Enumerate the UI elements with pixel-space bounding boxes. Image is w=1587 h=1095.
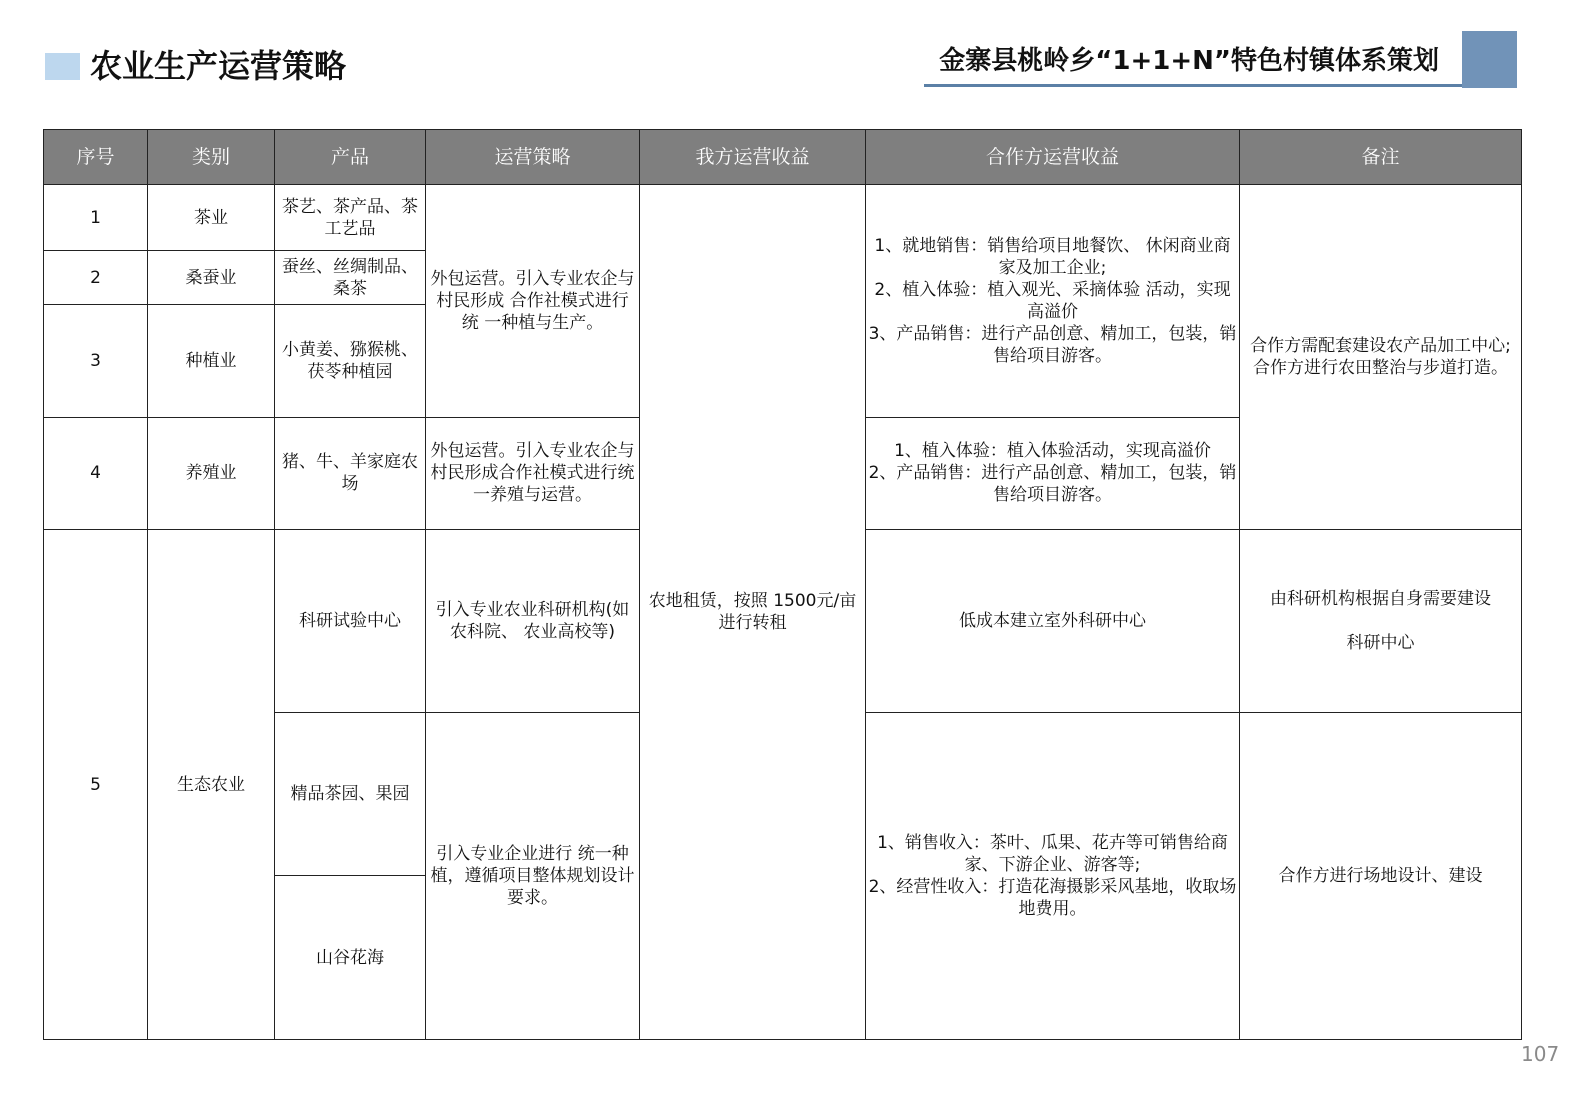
product-cell: 山谷花海 <box>275 876 426 1040</box>
project-title: 金寨县桃岭乡“1+1+N”特色村镇体系策划 <box>939 46 1439 76</box>
product-cell: 蚕丝、丝绸制品、桑茶 <box>275 251 426 305</box>
operation-strategy-table <box>43 129 1522 1040</box>
category-cell: 茶业 <box>148 185 275 251</box>
title-accent-block <box>45 53 80 80</box>
category-cell: 桑蚕业 <box>148 251 275 305</box>
column-header: 序号 <box>44 130 148 185</box>
product-cell: 小黄姜、猕猴桃、茯苓种植园 <box>275 305 426 417</box>
remark-cell: 合作方进行场地设计、建设 <box>1240 712 1522 1039</box>
strategy-cell: 引入专业企业进行 统一种植，遵循项目整体规划设计要求。 <box>426 712 640 1039</box>
column-header: 我方运营收益 <box>640 130 866 185</box>
row-number: 5 <box>44 530 148 1040</box>
table-row <box>44 185 1522 251</box>
row-number: 2 <box>44 251 148 305</box>
category-cell: 种植业 <box>148 305 275 417</box>
product-cell: 精品茶园、果园 <box>275 712 426 876</box>
page-number: 107 <box>1521 1042 1560 1066</box>
column-header: 合作方运营收益 <box>866 130 1240 185</box>
category-cell: 生态农业 <box>148 530 275 1040</box>
title-underline <box>924 84 1462 87</box>
column-header: 产品 <box>275 130 426 185</box>
partner-income-cell: 1、销售收入：茶叶、瓜果、花卉等可销售给商家、下游企业、游客等; 2、经营性收入：打造花海摄影采风基地，收取场地费用。 <box>866 712 1240 1039</box>
remark-cell: 由科研机构根据自身需要建设 科研中心 <box>1240 530 1522 713</box>
product-cell: 猪、牛、羊家庭农场 <box>275 417 426 529</box>
corner-accent-block <box>1462 31 1517 88</box>
page-title: 农业生产运营策略 <box>90 47 347 85</box>
column-header: 类别 <box>148 130 275 185</box>
partner-income-cell: 低成本建立室外科研中心 <box>866 530 1240 713</box>
strategy-cell: 外包运营。引入专业农企与村民形成合作社模式进行统 一养殖与运营。 <box>426 417 640 529</box>
row-number: 1 <box>44 185 148 251</box>
strategy-cell: 引入专业农业科研机构(如农科院、 农业高校等) <box>426 530 640 713</box>
category-cell: 养殖业 <box>148 417 275 529</box>
product-cell: 科研试验中心 <box>275 530 426 713</box>
partner-income-cell: 1、植入体验：植入体验活动，实现高溢价 2、产品销售：进行产品创意、精加工，包装，销售给项目游客。 <box>866 417 1240 529</box>
our-income-cell: 农地租赁，按照 1500元/亩进行转租 <box>640 185 866 1040</box>
table-header-row <box>44 130 1522 185</box>
strategy-cell: 外包运营。引入专业农企与村民形成 合作社模式进行统 一种植与生产。 <box>426 185 640 418</box>
row-number: 4 <box>44 417 148 529</box>
remark-cell: 合作方需配套建设农产品加工中心; 合作方进行农田整治与步道打造。 <box>1240 185 1522 530</box>
column-header: 运营策略 <box>426 130 640 185</box>
row-number: 3 <box>44 305 148 417</box>
product-cell: 茶艺、茶产品、茶工艺品 <box>275 185 426 251</box>
column-header: 备注 <box>1240 130 1522 185</box>
partner-income-cell: 1、就地销售：销售给项目地餐饮、 休闲商业商家及加工企业; 2、植入体验：植入观光、采摘体验 活动，实现高溢价 3、产品销售：进行产品创意、精加工，包装，销售给项目游客。 <box>866 185 1240 418</box>
